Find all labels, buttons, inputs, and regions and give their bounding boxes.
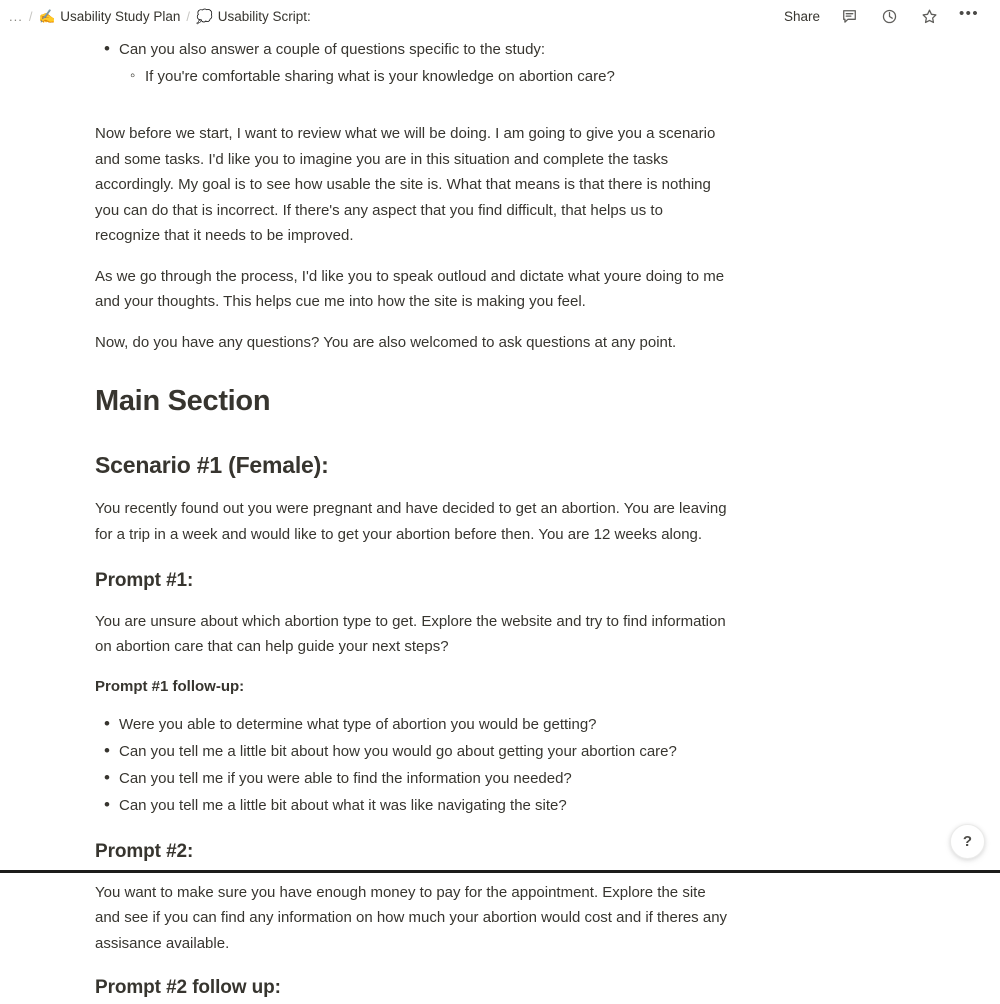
spacer (93, 597, 733, 606)
breadcrumb-separator-2: / (186, 9, 190, 24)
prompt-1-followup-list (93, 711, 733, 819)
spacer (93, 90, 733, 118)
spacer (93, 550, 733, 566)
spacer (93, 252, 733, 261)
paragraph-scenario-1-body[interactable]: You recently found out you were pregnant and have decided to get an abortion. You are leaving for a trip in a week and would like to get your abortion before then. You are 12 weeks along. (95, 500, 727, 543)
list-item[interactable]: • Were you able to determine what type of abortion you would be getting? (93, 711, 733, 738)
paragraph-prompt-2-body[interactable]: You want to make sure you have enough money to pay for the appointment. Explore the site and see if you can find any information on how much your abortion would cost and if theres any assisance available. (95, 883, 728, 952)
spacer (93, 702, 733, 711)
paragraph-think-aloud[interactable]: As we go through the process, I'd like you to speak outloud and dictate what youre doing to me and your thoughts. This helps cue me into how the site is making you feel. (95, 267, 725, 310)
list-item[interactable]: • Can you tell me a little bit about how you would go about getting your abortion care? (93, 738, 733, 765)
paragraph-prompt-1-body[interactable]: You are unsure about which abortion type to get. Explore the website and try to find information on abortion care that can help guide your next steps? (95, 612, 726, 656)
spacer (93, 358, 733, 380)
star-icon (921, 8, 938, 25)
writing-hand-emoji: ✍️ (38, 8, 56, 24)
breadcrumb-ellipsis[interactable]: ... (9, 8, 23, 24)
spacer (93, 422, 733, 448)
spacer (93, 318, 733, 327)
history-button[interactable] (870, 4, 908, 30)
intro-bulleted-list (93, 36, 733, 63)
intro-sub-bulleted-list (93, 63, 733, 90)
comment-button[interactable] (830, 4, 868, 30)
clock-history-icon (881, 8, 898, 25)
list-item[interactable]: • Can you also answer a couple of questions specific to the study: (93, 36, 733, 63)
label-prompt-1-followup[interactable]: Prompt #1 follow-up: (95, 677, 245, 695)
paragraph-intro-overview[interactable]: Now before we start, I want to review what we will be doing. I am going to give you a scenario and some tasks. I'd like you to imagine you are in this situation and complete the tasks accordingly. My goal is to see how usable the site is. What that means is that there is nothing you can do that is incorrect. If there's any aspect that you find difficult, that helps us to recognize that it needs to be improved. (95, 125, 716, 244)
heading-scenario-1[interactable]: Scenario #1 (Female): (95, 452, 329, 479)
heading-prompt-1[interactable]: Prompt #1: (95, 570, 194, 592)
heading-main-section[interactable]: Main Section (95, 385, 271, 417)
spacer (93, 959, 733, 973)
document-body (0, 33, 1000, 1004)
breadcrumb (4, 6, 316, 28)
thought-balloon-emoji: 💭 (195, 8, 213, 24)
comment-icon (841, 8, 858, 25)
heading-prompt-2[interactable]: Prompt #2: (95, 840, 194, 862)
breadcrumb-separator-1: / (28, 9, 33, 24)
top-bar-actions (776, 1, 988, 32)
breadcrumb-item-usability-study-plan[interactable] (33, 6, 185, 28)
more-options-button[interactable]: ••• (959, 5, 979, 22)
favorite-button[interactable] (910, 4, 948, 30)
list-item[interactable]: • Can you tell me a little bit about what it was like navigating the site? (93, 792, 733, 819)
heading-prompt-2-followup[interactable]: Prompt #2 follow up: (95, 977, 281, 999)
spacer (93, 484, 733, 493)
breadcrumb-item-label: Usability Script: (217, 8, 311, 24)
breadcrumb-item-label: Usability Study Plan (60, 8, 181, 24)
content-column (93, 36, 733, 1004)
question-mark-icon: ? (962, 833, 973, 850)
spacer (93, 663, 733, 672)
paragraph-questions[interactable]: Now, do you have any questions? You are also welcomed to ask questions at any point. (95, 333, 677, 351)
top-bar (0, 0, 1000, 33)
help-button[interactable] (950, 824, 985, 859)
breadcrumb-item-usability-script[interactable] (191, 6, 316, 28)
list-item[interactable]: • Can you tell me if you were able to find the information you needed? (93, 765, 733, 792)
spacer (93, 819, 733, 837)
list-item[interactable]: ◦ If you're comfortable sharing what is your knowledge on abortion care? (119, 63, 733, 90)
share-button[interactable]: Share (783, 9, 820, 24)
